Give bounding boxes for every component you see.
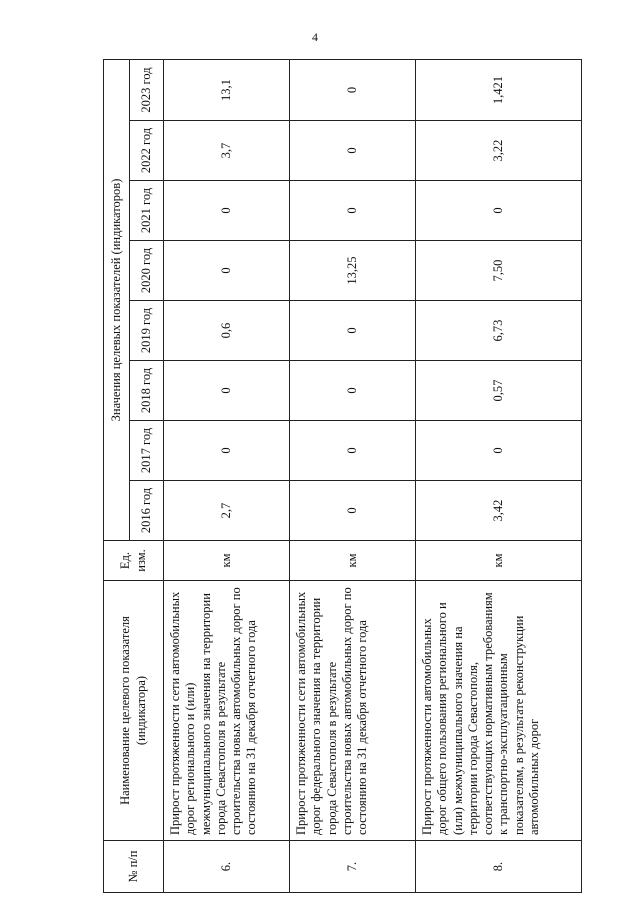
value-cell: 0: [290, 481, 416, 541]
table-row: [416, 60, 582, 893]
value-cell: 0: [416, 181, 582, 241]
header-year: 2018 год: [130, 361, 164, 421]
value-cell: 7,50: [416, 241, 582, 301]
indicator-name: Прирост протяженности сети автомобильных дорог федерального значения на территории города Севастополя в результате строительства новых автомобильных дорог по состоянию на 31 декабря отчетного года: [290, 581, 416, 841]
header-year: 2022 год: [130, 121, 164, 181]
row-unit: км: [416, 541, 582, 581]
header-values-group: Значения целевых показателей (индикаторов): [104, 60, 130, 541]
row-num: 8.: [416, 841, 582, 893]
table-row: [164, 60, 290, 893]
row-unit: км: [164, 541, 290, 581]
indicator-name: Прирост протяженности автомобильных дорог общего пользования регионального и (или) межмуниципального значения на территории города Севастополя, соответствующих нормативным требованиям к транспортно-эксплуатационным показателям, в результате реконструкции автомобильных дорог: [416, 581, 582, 841]
rotated-table-sheet: [103, 60, 581, 893]
header-name: Наименование целевого показателя (индикатора): [104, 581, 164, 841]
value-cell: 6,73: [416, 301, 582, 361]
indicators-table: [103, 59, 582, 893]
value-cell: 0,6: [164, 301, 290, 361]
indicator-name: Прирост протяженности сети автомобильных дорог регионального и (или) межмуниципального значения на территории города Севастополя в результате строительства новых автомобильных дорог по состоянию на 31 декабря отчетного года: [164, 581, 290, 841]
value-cell: 0: [290, 421, 416, 481]
value-cell: 0: [164, 361, 290, 421]
row-num: 6.: [164, 841, 290, 893]
table-row: [290, 60, 416, 893]
header-year: 2021 год: [130, 181, 164, 241]
value-cell: 1,421: [416, 60, 582, 121]
value-cell: 0: [164, 241, 290, 301]
value-cell: 0: [416, 421, 582, 481]
value-cell: 0: [290, 181, 416, 241]
header-year: 2023 год: [130, 60, 164, 121]
header-unit: Ед. изм.: [104, 541, 164, 581]
value-cell: 0: [290, 361, 416, 421]
header-year: 2017 год: [130, 421, 164, 481]
value-cell: 0: [290, 121, 416, 181]
value-cell: 0: [164, 181, 290, 241]
row-num: 7.: [290, 841, 416, 893]
value-cell: 2,7: [164, 481, 290, 541]
value-cell: 0: [290, 60, 416, 121]
value-cell: 3,42: [416, 481, 582, 541]
value-cell: 3,7: [164, 121, 290, 181]
value-cell: 13,25: [290, 241, 416, 301]
value-cell: 0,57: [416, 361, 582, 421]
header-num: № п/п: [104, 841, 164, 893]
value-cell: 3,22: [416, 121, 582, 181]
value-cell: 0: [290, 301, 416, 361]
value-cell: 13,1: [164, 60, 290, 121]
value-cell: 0: [164, 421, 290, 481]
row-unit: км: [290, 541, 416, 581]
header-year: 2019 год: [130, 301, 164, 361]
page-number: 4: [312, 30, 318, 44]
header-year: 2016 год: [130, 481, 164, 541]
header-year: 2020 год: [130, 241, 164, 301]
